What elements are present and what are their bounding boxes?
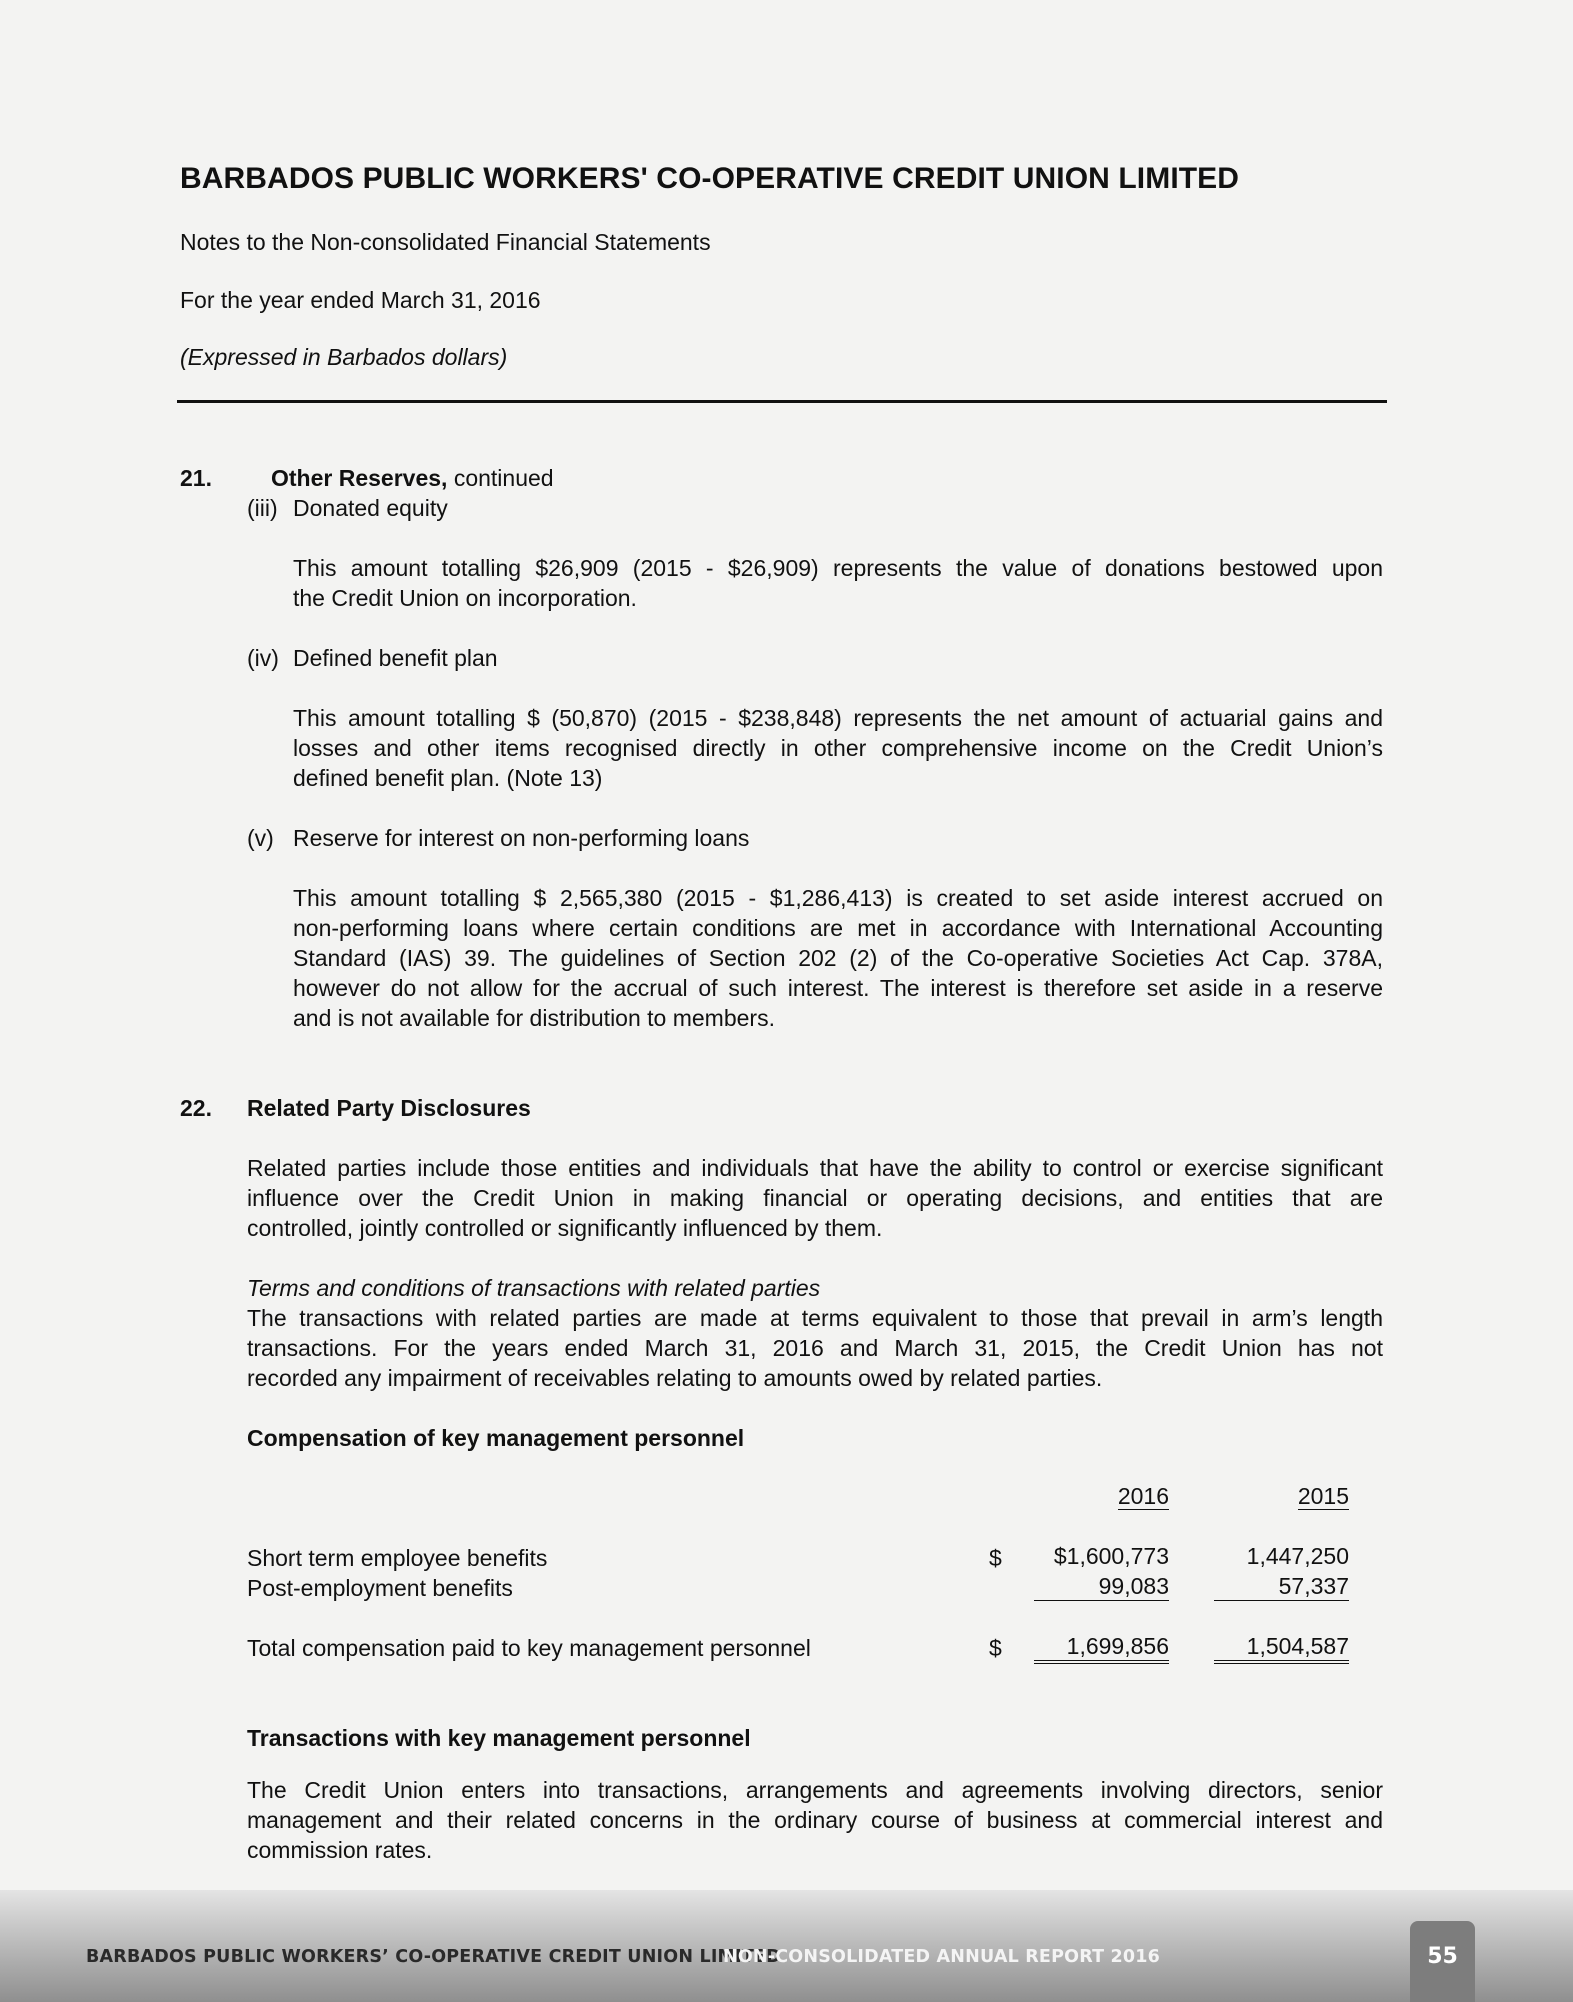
- paragraph-line: non-performing loans where certain conditions are met in accordance with International Accounting: [293, 915, 1383, 941]
- table-row-label: Total compensation paid to key management personnel: [247, 1635, 811, 1661]
- item-iv-label: (iv): [247, 645, 279, 671]
- footer-organization: BARBADOS PUBLIC WORKERS’ CO-OPERATIVE CREDIT UNION LIMITED: [86, 1947, 781, 1967]
- terms-heading: Terms and conditions of transactions with related parties: [247, 1275, 821, 1301]
- paragraph-line: This amount totalling $26,909 (2015 - $26,909) represents the value of donations bestowed upon: [293, 555, 1383, 581]
- paragraph-line: controlled, jointly controlled or significantly influenced by them.: [247, 1215, 883, 1241]
- document-title: BARBADOS PUBLIC WORKERS' CO-OPERATIVE CREDIT UNION LIMITED: [180, 162, 1240, 195]
- item-v-heading: Reserve for interest on non-performing loans: [293, 825, 750, 851]
- item-iv-heading: Defined benefit plan: [293, 645, 498, 671]
- transactions-heading: Transactions with key management personnel: [247, 1725, 751, 1751]
- paragraph-line: influence over the Credit Union in making financial or operating decisions, and entities that are: [247, 1185, 1383, 1211]
- paragraph-line: Related parties include those entities and individuals that have the ability to control or exercise significant: [247, 1155, 1383, 1181]
- related-parties-intro: [247, 1153, 1383, 1243]
- currency-symbol: $: [989, 1545, 1002, 1571]
- paragraph-line: The transactions with related parties are made at terms equivalent to those that prevail in arm’s length: [247, 1305, 1383, 1331]
- total-2016: 1,699,856: [1034, 1633, 1169, 1664]
- section-22-title: Related Party Disclosures: [247, 1095, 531, 1121]
- value-2015: 57,337: [1214, 1573, 1349, 1601]
- item-iii-paragraph: [293, 553, 1383, 613]
- paragraph-line: transactions. For the years ended March 31, 2016 and March 31, 2015, the Credit Union has not: [247, 1335, 1383, 1361]
- paragraph-line: losses and other items recognised directly in other comprehensive income on the Credit Union’s: [293, 735, 1383, 761]
- currency-note: (Expressed in Barbados dollars): [180, 344, 508, 370]
- footer-report-title: NON-CONSOLIDATED ANNUAL REPORT 2016: [723, 1947, 1161, 1967]
- document-subtitle: Notes to the Non-consolidated Financial Statements: [180, 229, 711, 255]
- paragraph-line: This amount totalling $ 2,565,380 (2015 - $1,286,413) is created to set aside interest accrued on: [293, 885, 1383, 911]
- table-row-label: Post-employment benefits: [247, 1575, 513, 1601]
- page-number: 55: [1410, 1921, 1475, 2002]
- value-2015: 1,447,250: [1246, 1543, 1349, 1569]
- column-header-2015: 2015: [1297, 1483, 1349, 1509]
- section-21-title-suffix: continued: [447, 465, 554, 491]
- section-21-title: Other Reserves,: [271, 465, 448, 491]
- section-21-heading: [271, 463, 554, 493]
- value-2016: $1,600,773: [1053, 1543, 1169, 1569]
- item-iv-paragraph: [293, 703, 1383, 793]
- paragraph-line: and is not available for distribution to members.: [293, 1005, 775, 1031]
- transactions-paragraph: [247, 1775, 1383, 1865]
- section-21-number: 21.: [180, 465, 212, 491]
- paragraph-line: management and their related concerns in the ordinary course of business at commercial interest and: [247, 1807, 1383, 1833]
- reporting-period: For the year ended March 31, 2016: [180, 287, 541, 313]
- total-2015: 1,504,587: [1214, 1633, 1349, 1664]
- item-v-paragraph: [293, 883, 1383, 1033]
- paragraph-line: Standard (IAS) 39. The guidelines of Section 202 (2) of the Co-operative Societies Act Cap. 378A,: [293, 945, 1383, 971]
- paragraph-line: defined benefit plan. (Note 13): [293, 765, 603, 791]
- value-2016: 99,083: [1034, 1573, 1169, 1601]
- table-row-label: Short term employee benefits: [247, 1545, 548, 1571]
- compensation-heading: Compensation of key management personnel: [247, 1425, 745, 1451]
- paragraph-line: recorded any impairment of receivables relating to amounts owed by related parties.: [247, 1365, 1103, 1391]
- header-divider: [177, 400, 1387, 403]
- page-footer: [0, 1890, 1573, 2002]
- section-22-number: 22.: [180, 1095, 212, 1121]
- currency-symbol: $: [989, 1635, 1002, 1661]
- paragraph-line: commission rates.: [247, 1837, 433, 1863]
- item-v-label: (v): [247, 825, 274, 851]
- item-iii-label: (iii): [247, 495, 278, 521]
- paragraph-line: The Credit Union enters into transactions, arrangements and agreements involving directors, senior: [247, 1777, 1383, 1803]
- item-iii-heading: Donated equity: [293, 495, 448, 521]
- terms-paragraph: [247, 1303, 1383, 1393]
- paragraph-line: the Credit Union on incorporation.: [293, 585, 637, 611]
- column-header-2016: 2016: [1117, 1483, 1169, 1509]
- paragraph-line: however do not allow for the accrual of such interest. The interest is therefore set aside in a reserve: [293, 975, 1383, 1001]
- paragraph-line: This amount totalling $ (50,870) (2015 - $238,848) represents the net amount of actuarial gains and: [293, 705, 1383, 731]
